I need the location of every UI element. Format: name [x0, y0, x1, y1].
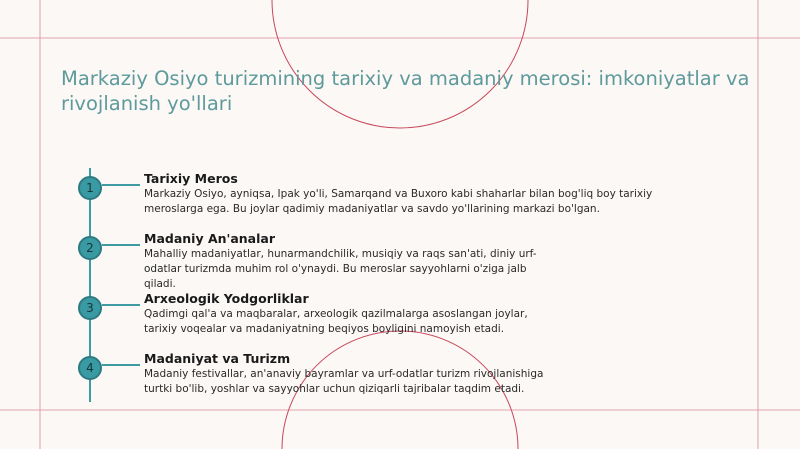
timeline-item-description: Mahalliy madaniyatlar, hunarmandchilik, musiqiy va raqs san'ati, diniy urf-odatlar turizmda muhim rol o'ynaydi. Bu meroslar sayyohlarni o'ziga jalb qiladi.	[144, 248, 537, 290]
timeline-step-4	[78, 356, 102, 380]
slide-title: Markaziy Osiyo turizmining tarixiy va madaniy merosi: imkoniyatlar va rivojlanish yo'llari	[61, 67, 750, 115]
timeline-item-title: Madaniy An'analar	[144, 231, 275, 246]
timeline-step-1	[78, 176, 102, 200]
timeline-step-3	[78, 296, 102, 320]
timeline-item-1	[144, 170, 684, 217]
timeline-item-description: Madaniy festivallar, an'anaviy bayramlar va urf-odatlar turizm rivojlanishiga turtki bo'lib, yoshlar va sayyohlar uchun qiziqarli tajribalar taqdim etadi.	[144, 368, 544, 395]
timeline-connector-4	[102, 364, 140, 366]
timeline-item-3	[144, 290, 564, 337]
step-number-1: 1	[78, 176, 102, 200]
timeline-item-4	[144, 350, 564, 397]
timeline-item-description: Qadimgi qal'a va maqbaralar, arxeologik qazilmalarga asoslangan joylar, tarixiy voqealar va madaniyatning beqiyos boyligini namoyish etadi.	[144, 308, 528, 335]
timeline-step-2	[78, 236, 102, 260]
timeline-connector-1	[102, 184, 140, 186]
timeline-item-title: Arxeologik Yodgorliklar	[144, 291, 309, 306]
step-number-3: 3	[78, 296, 102, 320]
timeline-item-title: Tarixiy Meros	[144, 171, 238, 186]
step-number-4: 4	[78, 356, 102, 380]
timeline-connector-3	[102, 304, 140, 306]
timeline-item-description: Markaziy Osiyo, ayniqsa, Ipak yo'li, Samarqand va Buxoro kabi shaharlar bilan bog'liq boy tarixiy meroslarga ega. Bu joylar qadimiy madaniyatlar va savdo yo'llarining markazi bo'lgan.	[144, 188, 653, 215]
step-number-2: 2	[78, 236, 102, 260]
timeline-connector-2	[102, 244, 140, 246]
timeline-item-2	[144, 230, 554, 292]
timeline-item-title: Madaniyat va Turizm	[144, 351, 291, 366]
